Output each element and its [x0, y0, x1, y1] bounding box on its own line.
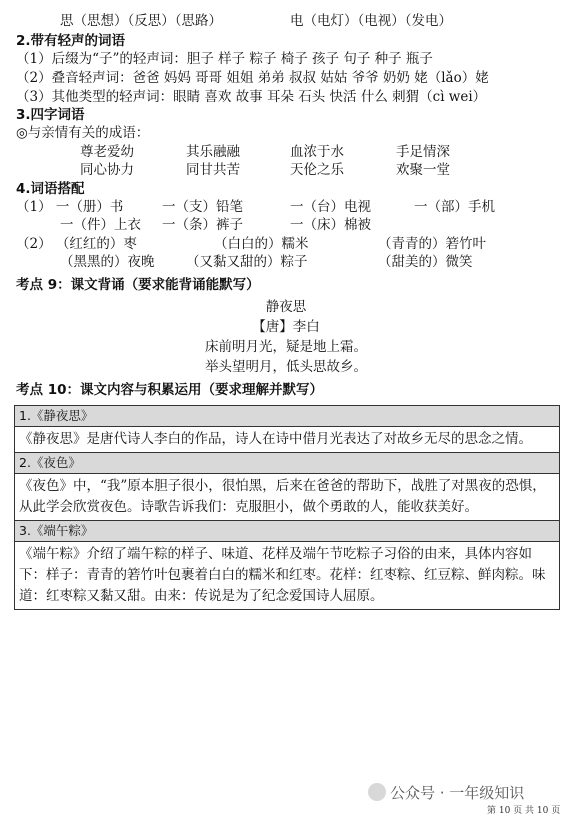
- idiom: 尊老爱幼: [80, 144, 134, 160]
- page-number: 第 10 页 共 10 页: [487, 806, 561, 816]
- lesson-summary: 《端午粽》介绍了端午粽的样子、味道、花样及端午节吃粽子习俗的由来，具体内容如下：样子：青青的箬竹叶包裹着白白的糯米和红枣。花样：红枣粽、红豆粽、鲜肉粽。味道：红枣粽又黏又甜。由来：传说是为了纪念爱国诗人屈原。: [15, 542, 560, 610]
- word-group-dian: 电（电灯）（电视）（发电）: [290, 13, 452, 29]
- phrase: 一（部）手机: [414, 199, 495, 215]
- lesson-summary-table: [14, 405, 560, 610]
- lesson-summary: 《静夜思》是唐代诗人李白的作品，诗人在诗中借月光表达了对故乡无尽的思念之情。: [15, 427, 560, 453]
- phrase: （白白的）糯米: [214, 236, 309, 252]
- poem-line-2: 举头望明月，低头思故乡。: [205, 359, 367, 375]
- word-group-si: 思（思想）（反思）（思路）: [60, 13, 222, 29]
- phrase: 一（床）棉被: [290, 217, 371, 233]
- watermark: [368, 782, 524, 803]
- phrase: （黑黑的）夜晚: [60, 254, 155, 270]
- phrase: 一（条）裤子: [162, 217, 243, 233]
- idiom: 同心协力: [80, 162, 134, 178]
- point-9-title: 考点 9：课文背诵（要求能背诵能默写）: [16, 277, 260, 293]
- watermark-text: 公众号 · 一年级知识: [390, 784, 525, 802]
- section-2-title: 2.带有轻声的词语: [16, 33, 126, 49]
- poem-line-1: 床前明月光，疑是地上霜。: [205, 339, 367, 355]
- neutral-tone-other: （3）其他类型的轻声词：眼睛 喜欢 故事 耳朵 石头 快活 什么 刺猬（cì wei）: [16, 89, 487, 105]
- table-row: [15, 521, 560, 542]
- idiom: 其乐融融: [186, 144, 240, 160]
- phrase: （甜美的）微笑: [378, 254, 473, 270]
- neutral-tone-reduplicated: （2）叠音轻声词：爸爸 妈妈 哥哥 姐姐 弟弟 叔叔 姑姑 爷爷 奶奶 姥（lǎo）姥: [16, 70, 489, 86]
- table-row: [15, 453, 560, 474]
- section-3-title: 3.四字词语: [16, 107, 85, 123]
- phrase: （青青的）箬竹叶: [378, 236, 486, 252]
- idiom: 欢聚一堂: [396, 162, 450, 178]
- lesson-summary: 《夜色》中，“我”原本胆子很小，很怕黑，后来在爸爸的帮助下，战胜了对黑夜的恐惧，从此学会欣赏夜色。诗歌告诉我们：克服胆小，做个勇敢的人，能收获美好。: [15, 474, 560, 521]
- idioms-subheading: ◎与亲情有关的成语：: [16, 125, 150, 141]
- neutral-tone-suffix-zi: （1）后缀为“子”的轻声词：胆子 样子 粽子 椅子 孩子 句子 种子 瓶子: [16, 51, 433, 67]
- section-4-title: 4.词语搭配: [16, 181, 85, 197]
- poem-author: 【唐】李白: [252, 319, 320, 335]
- lesson-heading: 3.《端午粽》: [15, 521, 560, 542]
- poem-title: 静夜思: [265, 299, 307, 315]
- table-row: [15, 406, 560, 427]
- phrase: 一（件）上衣: [60, 217, 141, 233]
- phrase: 一（台）电视: [290, 199, 371, 215]
- phrase: （1） 一（册）书: [16, 199, 124, 215]
- phrase: （又黏又甜的）粽子: [186, 254, 308, 270]
- table-row: [15, 474, 560, 521]
- idiom: 同甘共苦: [186, 162, 240, 178]
- idiom: 手足情深: [396, 144, 450, 160]
- idiom: 天伦之乐: [290, 162, 344, 178]
- lesson-heading: 2.《夜色》: [15, 453, 560, 474]
- table-row: [15, 427, 560, 453]
- phrase: 一（支）铅笔: [162, 199, 243, 215]
- lesson-heading: 1.《静夜思》: [15, 406, 560, 427]
- wechat-logo-icon: [368, 783, 386, 801]
- idiom: 血浓于水: [290, 144, 344, 160]
- point-10-title: 考点 10：课文内容与积累运用（要求理解并默写）: [16, 382, 323, 398]
- phrase: （2） （红红的）枣: [16, 236, 137, 252]
- table-row: [15, 542, 560, 610]
